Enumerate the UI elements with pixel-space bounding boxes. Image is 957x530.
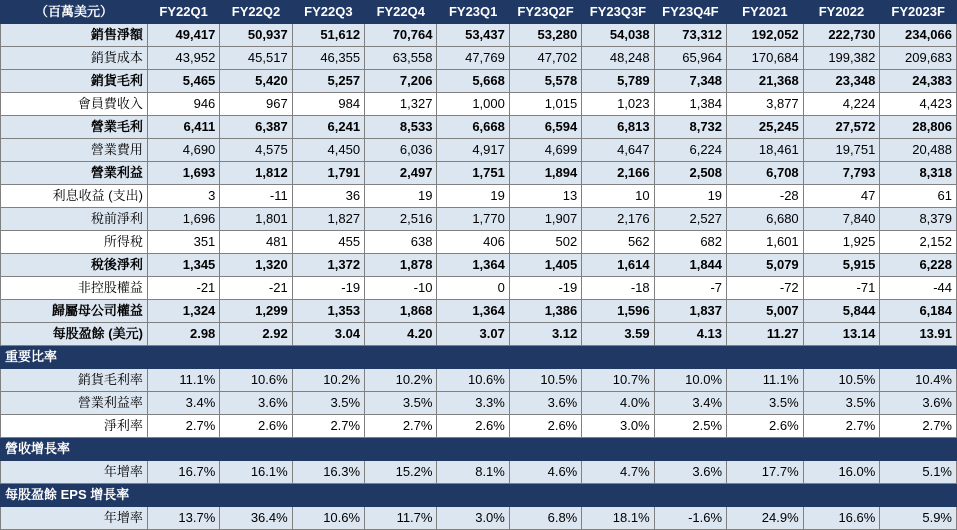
table-cell: 28,806 — [880, 116, 957, 139]
table-cell: 2,166 — [582, 162, 654, 185]
table-cell: 5.1% — [880, 461, 957, 484]
row-label: 營收增長率 — [1, 438, 148, 461]
table-cell: 1,299 — [220, 300, 292, 323]
table-cell: 170,684 — [727, 47, 804, 70]
table-cell: 192,052 — [727, 24, 804, 47]
table-cell: 19 — [437, 185, 509, 208]
row-label: 非控股權益 — [1, 277, 148, 300]
table-cell: 53,437 — [437, 24, 509, 47]
table-cell: 502 — [509, 231, 581, 254]
table-cell: 0 — [437, 277, 509, 300]
row-label: 所得稅 — [1, 231, 148, 254]
table-row — [1, 300, 957, 323]
table-cell: 3.0% — [437, 507, 509, 530]
table-cell: 10.2% — [292, 369, 364, 392]
table-cell: 7,793 — [803, 162, 880, 185]
row-label: 稅前淨利 — [1, 208, 148, 231]
table-cell: 16.0% — [803, 461, 880, 484]
table-row — [1, 415, 957, 438]
table-cell: 1,696 — [147, 208, 219, 231]
table-cell: 3.5% — [803, 392, 880, 415]
table-cell: 5,257 — [292, 70, 364, 93]
table-cell: 8,379 — [880, 208, 957, 231]
table-cell: 18,461 — [727, 139, 804, 162]
table-cell: 7,348 — [654, 70, 726, 93]
table-row — [1, 162, 957, 185]
table-cell: 61 — [880, 185, 957, 208]
section-band-row — [1, 438, 957, 461]
table-cell: 2,527 — [654, 208, 726, 231]
row-label: 營業利益 — [1, 162, 148, 185]
table-cell: -44 — [880, 277, 957, 300]
table-cell: 10 — [582, 185, 654, 208]
table-cell: 1,827 — [292, 208, 364, 231]
row-label: 銷售淨額 — [1, 24, 148, 47]
table-cell: 455 — [292, 231, 364, 254]
table-row — [1, 369, 957, 392]
table-cell: 13.14 — [803, 323, 880, 346]
table-cell: 1,320 — [220, 254, 292, 277]
column-header-fy22q1: FY22Q1 — [147, 1, 219, 24]
table-cell: 50,937 — [220, 24, 292, 47]
table-cell: 4,917 — [437, 139, 509, 162]
table-cell: 20,488 — [880, 139, 957, 162]
table-cell: 10.5% — [509, 369, 581, 392]
row-label: 重要比率 — [1, 346, 148, 369]
table-cell: 6,668 — [437, 116, 509, 139]
table-cell: 6,387 — [220, 116, 292, 139]
table-cell: 1,878 — [365, 254, 437, 277]
table-row — [1, 208, 957, 231]
table-cell: 1,791 — [292, 162, 364, 185]
table-cell: 1,837 — [654, 300, 726, 323]
table-cell: 7,206 — [365, 70, 437, 93]
table-cell: 1,327 — [365, 93, 437, 116]
table-cell: 3.6% — [880, 392, 957, 415]
table-cell: 19,751 — [803, 139, 880, 162]
table-cell: 4,647 — [582, 139, 654, 162]
table-cell: 946 — [147, 93, 219, 116]
table-cell: 3.6% — [220, 392, 292, 415]
table-cell: 3.6% — [654, 461, 726, 484]
table-row — [1, 47, 957, 70]
row-label: 歸屬母公司權益 — [1, 300, 148, 323]
row-label: 年增率 — [1, 461, 148, 484]
table-cell: 2.5% — [654, 415, 726, 438]
table-cell: 10.6% — [292, 507, 364, 530]
table-cell: 6.8% — [509, 507, 581, 530]
table-cell: 1,384 — [654, 93, 726, 116]
table-cell: 3.07 — [437, 323, 509, 346]
table-cell: 2.7% — [365, 415, 437, 438]
table-cell: 4,690 — [147, 139, 219, 162]
table-cell: 19 — [365, 185, 437, 208]
table-cell: 5,578 — [509, 70, 581, 93]
table-cell: 17.7% — [727, 461, 804, 484]
table-row — [1, 185, 957, 208]
table-cell: 6,184 — [880, 300, 957, 323]
table-cell: 1,812 — [220, 162, 292, 185]
table-cell: 47,769 — [437, 47, 509, 70]
table-cell: 1,596 — [582, 300, 654, 323]
table-cell: 16.7% — [147, 461, 219, 484]
table-cell: 27,572 — [803, 116, 880, 139]
table-cell: 682 — [654, 231, 726, 254]
table-cell: 11.7% — [365, 507, 437, 530]
table-cell: 3.3% — [437, 392, 509, 415]
row-label: 營業毛利 — [1, 116, 148, 139]
table-cell: 1,801 — [220, 208, 292, 231]
table-cell: 481 — [220, 231, 292, 254]
table-row — [1, 139, 957, 162]
table-cell: 3 — [147, 185, 219, 208]
row-label: 利息收益 (支出) — [1, 185, 148, 208]
table-cell: 8,533 — [365, 116, 437, 139]
column-header-fy23q2f: FY23Q2F — [509, 1, 581, 24]
table-row — [1, 93, 957, 116]
table-cell: 2,152 — [880, 231, 957, 254]
table-cell: 638 — [365, 231, 437, 254]
table-cell: 13.7% — [147, 507, 219, 530]
table-cell: 5,915 — [803, 254, 880, 277]
table-cell: 2.6% — [509, 415, 581, 438]
table-cell: 13.91 — [880, 323, 957, 346]
table-cell: -21 — [220, 277, 292, 300]
table-cell: 2.98 — [147, 323, 219, 346]
table-cell: 1,364 — [437, 254, 509, 277]
table-cell: 46,355 — [292, 47, 364, 70]
table-cell: 5.9% — [880, 507, 957, 530]
table-cell: -21 — [147, 277, 219, 300]
table-cell: 1,925 — [803, 231, 880, 254]
table-cell: 6,241 — [292, 116, 364, 139]
table-cell: 70,764 — [365, 24, 437, 47]
table-cell: 23,348 — [803, 70, 880, 93]
table-cell: 8,318 — [880, 162, 957, 185]
table-cell: 49,417 — [147, 24, 219, 47]
table-cell: 4,699 — [509, 139, 581, 162]
table-cell: 24.9% — [727, 507, 804, 530]
table-cell: 65,964 — [654, 47, 726, 70]
section-band-fill — [147, 346, 956, 369]
row-label: 銷貨成本 — [1, 47, 148, 70]
table-cell: 2.92 — [220, 323, 292, 346]
table-cell: 3.6% — [509, 392, 581, 415]
table-cell: -7 — [654, 277, 726, 300]
table-cell: 6,228 — [880, 254, 957, 277]
table-cell: 47,702 — [509, 47, 581, 70]
column-header-fy23q3f: FY23Q3F — [582, 1, 654, 24]
table-cell: 1,364 — [437, 300, 509, 323]
table-cell: 3.12 — [509, 323, 581, 346]
table-cell: 73,312 — [654, 24, 726, 47]
table-row — [1, 461, 957, 484]
table-cell: 4,450 — [292, 139, 364, 162]
table-cell: 63,558 — [365, 47, 437, 70]
table-cell: -19 — [292, 277, 364, 300]
table-cell: 16.3% — [292, 461, 364, 484]
table-cell: 5,668 — [437, 70, 509, 93]
table-cell: 562 — [582, 231, 654, 254]
column-header-fy2022: FY2022 — [803, 1, 880, 24]
table-cell: 6,224 — [654, 139, 726, 162]
table-cell: 10.6% — [437, 369, 509, 392]
table-cell: 8,732 — [654, 116, 726, 139]
table-cell: 2.7% — [880, 415, 957, 438]
table-cell: 36 — [292, 185, 364, 208]
row-label: 年增率 — [1, 507, 148, 530]
table-cell: 1,894 — [509, 162, 581, 185]
table-cell: 36.4% — [220, 507, 292, 530]
table-cell: 1,345 — [147, 254, 219, 277]
column-header-fy23q4f: FY23Q4F — [654, 1, 726, 24]
table-cell: 25,245 — [727, 116, 804, 139]
table-cell: 2.6% — [727, 415, 804, 438]
table-cell: 5,420 — [220, 70, 292, 93]
table-cell: -19 — [509, 277, 581, 300]
table-cell: 1,000 — [437, 93, 509, 116]
row-label: 每股盈餘 EPS 增長率 — [1, 484, 148, 507]
table-cell: 2,497 — [365, 162, 437, 185]
table-row — [1, 254, 957, 277]
column-header-fy22q3: FY22Q3 — [292, 1, 364, 24]
table-cell: 6,680 — [727, 208, 804, 231]
table-cell: 967 — [220, 93, 292, 116]
table-cell: 11.1% — [727, 369, 804, 392]
table-cell: 1,770 — [437, 208, 509, 231]
table-cell: 53,280 — [509, 24, 581, 47]
table-row — [1, 277, 957, 300]
table-cell: 5,844 — [803, 300, 880, 323]
row-label: 淨利率 — [1, 415, 148, 438]
table-cell: 3.59 — [582, 323, 654, 346]
table-cell: 1,751 — [437, 162, 509, 185]
table-row — [1, 231, 957, 254]
row-label: 每股盈餘 (美元) — [1, 323, 148, 346]
table-cell: -28 — [727, 185, 804, 208]
table-cell: 1,907 — [509, 208, 581, 231]
table-cell: 10.0% — [654, 369, 726, 392]
table-cell: 199,382 — [803, 47, 880, 70]
table-cell: 2,516 — [365, 208, 437, 231]
table-cell: 2.7% — [803, 415, 880, 438]
table-cell: -72 — [727, 277, 804, 300]
table-row — [1, 70, 957, 93]
table-cell: 3.4% — [147, 392, 219, 415]
table-cell: 3,877 — [727, 93, 804, 116]
table-cell: 10.7% — [582, 369, 654, 392]
table-cell: 8.1% — [437, 461, 509, 484]
table-cell: -71 — [803, 277, 880, 300]
table-header-row — [1, 1, 957, 24]
table-cell: 1,614 — [582, 254, 654, 277]
table-cell: 16.6% — [803, 507, 880, 530]
table-cell: -10 — [365, 277, 437, 300]
table-cell: 18.1% — [582, 507, 654, 530]
table-cell: 11.1% — [147, 369, 219, 392]
column-header-units: （百萬美元） — [1, 1, 148, 24]
table-cell: 1,015 — [509, 93, 581, 116]
section-band-fill — [147, 484, 956, 507]
table-cell: 43,952 — [147, 47, 219, 70]
table-cell: 3.5% — [292, 392, 364, 415]
table-cell: 2.7% — [292, 415, 364, 438]
table-cell: 4,575 — [220, 139, 292, 162]
table-cell: 1,844 — [654, 254, 726, 277]
table-cell: 4,224 — [803, 93, 880, 116]
table-cell: 13 — [509, 185, 581, 208]
table-cell: 6,411 — [147, 116, 219, 139]
table-cell: 4.6% — [509, 461, 581, 484]
table-cell: 6,813 — [582, 116, 654, 139]
table-cell: 234,066 — [880, 24, 957, 47]
table-cell: 10.6% — [220, 369, 292, 392]
table-cell: 1,405 — [509, 254, 581, 277]
table-cell: 1,693 — [147, 162, 219, 185]
table-cell: 1,601 — [727, 231, 804, 254]
table-cell: 51,612 — [292, 24, 364, 47]
table-cell: 19 — [654, 185, 726, 208]
table-row — [1, 507, 957, 530]
table-cell: 1,353 — [292, 300, 364, 323]
row-label: 會員費收入 — [1, 93, 148, 116]
row-label: 營業利益率 — [1, 392, 148, 415]
column-header-fy22q4: FY22Q4 — [365, 1, 437, 24]
table-cell: 5,789 — [582, 70, 654, 93]
table-cell: 11.27 — [727, 323, 804, 346]
table-cell: 45,517 — [220, 47, 292, 70]
table-cell: 10.2% — [365, 369, 437, 392]
table-cell: 3.4% — [654, 392, 726, 415]
table-cell: 1,372 — [292, 254, 364, 277]
table-body — [1, 1, 957, 530]
table-cell: 3.04 — [292, 323, 364, 346]
table-cell: 2,176 — [582, 208, 654, 231]
table-cell: 5,079 — [727, 254, 804, 277]
section-band-fill — [147, 438, 956, 461]
table-cell: 15.2% — [365, 461, 437, 484]
section-band-row — [1, 484, 957, 507]
table-cell: 6,594 — [509, 116, 581, 139]
table-cell: 10.4% — [880, 369, 957, 392]
table-cell: 3.5% — [727, 392, 804, 415]
table-cell: 209,683 — [880, 47, 957, 70]
column-header-fy2021: FY2021 — [727, 1, 804, 24]
table-cell: 406 — [437, 231, 509, 254]
table-cell: 54,038 — [582, 24, 654, 47]
table-cell: 3.5% — [365, 392, 437, 415]
table-cell: 5,007 — [727, 300, 804, 323]
table-cell: 4,423 — [880, 93, 957, 116]
table-cell: 2.7% — [147, 415, 219, 438]
table-cell: 4.0% — [582, 392, 654, 415]
column-header-fy23q1: FY23Q1 — [437, 1, 509, 24]
table-cell: 1,868 — [365, 300, 437, 323]
column-header-fy22q2: FY22Q2 — [220, 1, 292, 24]
table-cell: 1,386 — [509, 300, 581, 323]
table-cell: -1.6% — [654, 507, 726, 530]
section-band-row — [1, 346, 957, 369]
table-cell: 16.1% — [220, 461, 292, 484]
table-cell: 7,840 — [803, 208, 880, 231]
table-cell: 5,465 — [147, 70, 219, 93]
row-label: 銷貨毛利率 — [1, 369, 148, 392]
row-label: 銷貨毛利 — [1, 70, 148, 93]
table-cell: 2.6% — [220, 415, 292, 438]
table-cell: 10.5% — [803, 369, 880, 392]
table-cell: 984 — [292, 93, 364, 116]
table-cell: -18 — [582, 277, 654, 300]
table-row — [1, 392, 957, 415]
table-row — [1, 323, 957, 346]
table-cell: 2.6% — [437, 415, 509, 438]
table-cell: 48,248 — [582, 47, 654, 70]
row-label: 營業費用 — [1, 139, 148, 162]
table-row — [1, 116, 957, 139]
table-cell: 47 — [803, 185, 880, 208]
table-cell: 4.20 — [365, 323, 437, 346]
table-cell: 222,730 — [803, 24, 880, 47]
table-cell: 4.7% — [582, 461, 654, 484]
table-row — [1, 24, 957, 47]
table-cell: 351 — [147, 231, 219, 254]
table-cell: 1,023 — [582, 93, 654, 116]
table-cell: 1,324 — [147, 300, 219, 323]
table-cell: -11 — [220, 185, 292, 208]
table-cell: 6,708 — [727, 162, 804, 185]
table-cell: 4.13 — [654, 323, 726, 346]
row-label: 稅後淨利 — [1, 254, 148, 277]
table-cell: 3.0% — [582, 415, 654, 438]
table-cell: 24,383 — [880, 70, 957, 93]
column-header-fy2023f: FY2023F — [880, 1, 957, 24]
table-cell: 21,368 — [727, 70, 804, 93]
table-cell: 2,508 — [654, 162, 726, 185]
table-cell: 6,036 — [365, 139, 437, 162]
